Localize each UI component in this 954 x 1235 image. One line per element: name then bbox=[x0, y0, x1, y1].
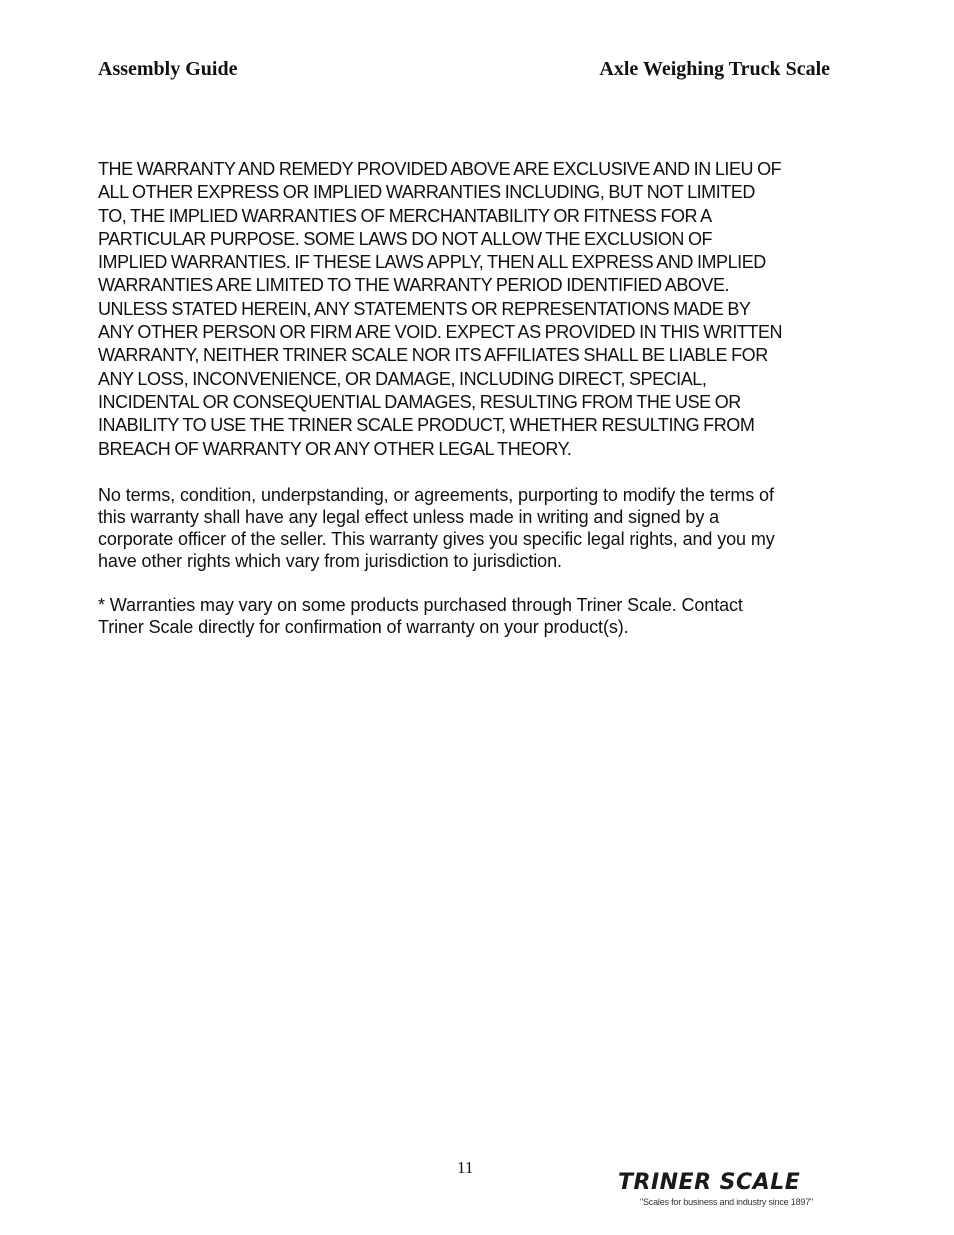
text-line: ANY OTHER PERSON OR FIRM ARE VOID. EXPECT AS PROVIDED IN THIS WRITTEN bbox=[98, 322, 783, 343]
logo-tagline: "Scales for business and industry since 1897" bbox=[640, 1197, 813, 1207]
text-line: this warranty shall have any legal effect unless made in writing and signed by a bbox=[98, 507, 720, 527]
triner-scale-logo bbox=[618, 1170, 818, 1210]
text-line: TO, THE IMPLIED WARRANTIES OF MERCHANTABILITY OR FITNESS FOR A bbox=[98, 205, 712, 226]
text-line: IMPLIED WARRANTIES. IF THESE LAWS APPLY, THEN ALL EXPRESS AND IMPLIED bbox=[98, 252, 766, 273]
text-line: ANY LOSS, INCONVENIENCE, OR DAMAGE, INCLUDING DIRECT, SPECIAL, bbox=[98, 368, 707, 389]
header-product-title: Axle Weighing Truck Scale bbox=[599, 58, 830, 80]
text-line: PARTICULAR PURPOSE. SOME LAWS DO NOT ALLOW THE EXCLUSION OF bbox=[98, 228, 713, 249]
warranty-note-paragraph bbox=[98, 594, 838, 638]
text-line: INCIDENTAL OR CONSEQUENTIAL DAMAGES, RESULTING FROM THE USE OR bbox=[98, 391, 741, 412]
text-line: Triner Scale directly for confirmation of warranty on your product(s). bbox=[98, 617, 629, 637]
text-line: have other rights which vary from jurisdiction to jurisdiction. bbox=[98, 551, 562, 571]
text-line: UNLESS STATED HEREIN, ANY STATEMENTS OR REPRESENTATIONS MADE BY bbox=[98, 298, 751, 319]
text-line: WARRANTY, NEITHER TRINER SCALE NOR ITS AFFILIATES SHALL BE LIABLE FOR bbox=[98, 345, 768, 366]
text-line: INABILITY TO USE THE TRINER SCALE PRODUCT, WHETHER RESULTING FROM bbox=[98, 415, 755, 436]
header-document-title: Assembly Guide bbox=[98, 58, 238, 80]
text-line: WARRANTIES ARE LIMITED TO THE WARRANTY PERIOD IDENTIFIED ABOVE. bbox=[98, 275, 730, 296]
text-line: BREACH OF WARRANTY OR ANY OTHER LEGAL THEORY. bbox=[98, 438, 572, 459]
text-line: THE WARRANTY AND REMEDY PROVIDED ABOVE ARE EXCLUSIVE AND IN LIEU OF bbox=[98, 159, 782, 179]
logo-wordmark: TRINER SCALE bbox=[618, 1170, 801, 1195]
text-line: No terms, condition, underpstanding, or agreements, purporting to modify the terms of bbox=[98, 485, 774, 505]
text-line: corporate officer of the seller. This warranty gives you specific legal rights, and you my bbox=[98, 529, 775, 549]
warranty-disclaimer-paragraph bbox=[98, 158, 838, 461]
page-number: 11 bbox=[457, 1158, 474, 1177]
terms-paragraph bbox=[98, 484, 838, 572]
text-line: * Warranties may vary on some products purchased through Triner Scale. Contact bbox=[98, 595, 743, 615]
text-line: ALL OTHER EXPRESS OR IMPLIED WARRANTIES INCLUDING, BUT NOT LIMITED bbox=[98, 182, 755, 203]
